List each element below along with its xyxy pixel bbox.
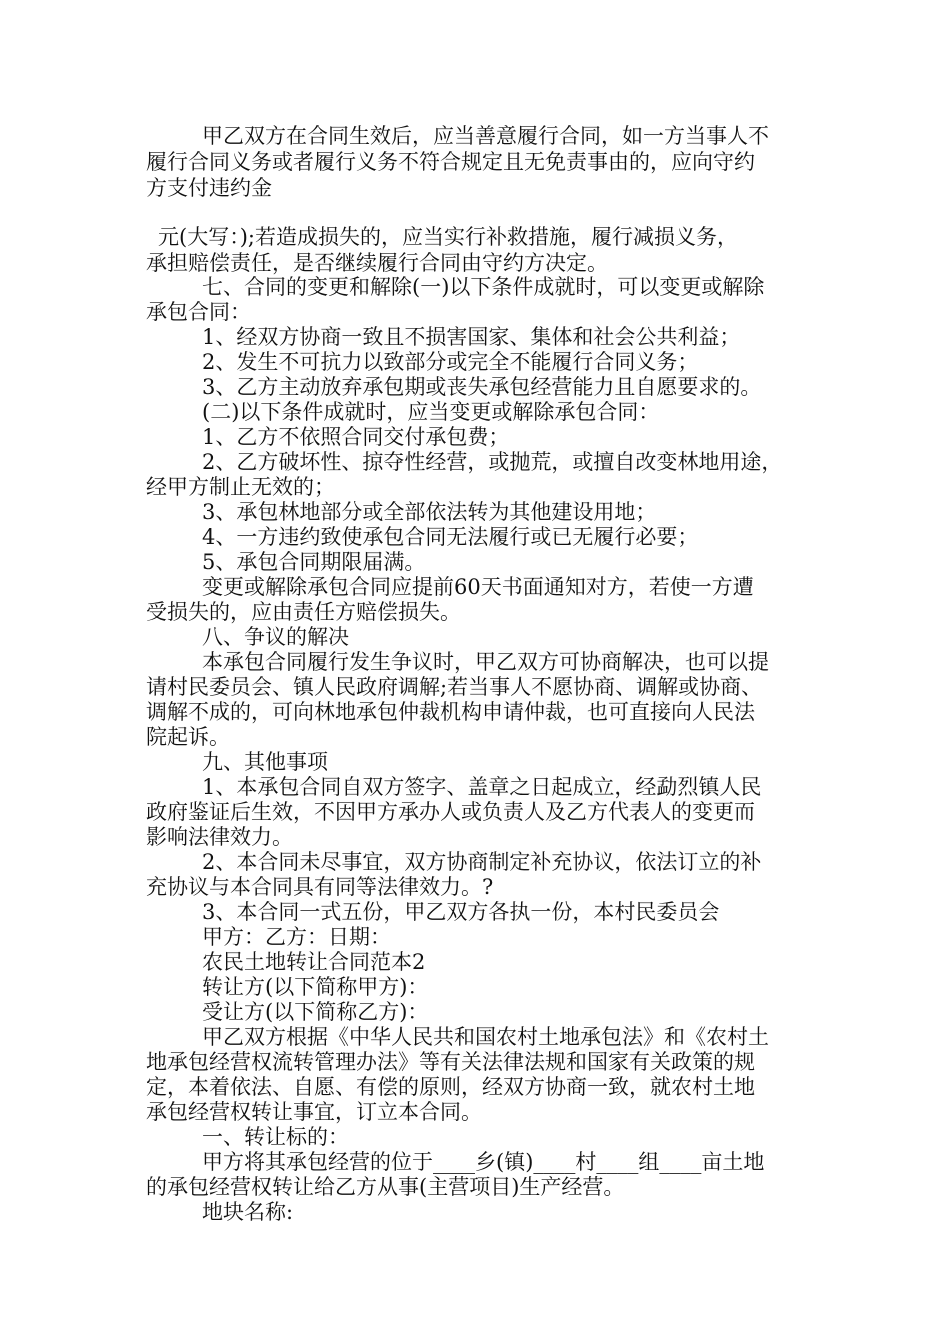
- text-line: 方支付违约金: [146, 176, 272, 200]
- signature-line: 甲方：乙方：日期：: [202, 925, 391, 949]
- text-line: 地承包经营权流转管理办法》等有关法律法规和国家有关政策的规: [146, 1050, 755, 1074]
- text-line: (二)以下条件成就时，应当变更或解除承包合同：: [202, 400, 660, 424]
- text-line: 的承包经营权转让给乙方从事(主营项目)生产经营。: [146, 1175, 625, 1199]
- text-line: 元(大写：);若造成损失的，应当实行补救措施，履行减损义务，: [158, 225, 738, 249]
- list-item: 2、发生不可抗力以致部分或完全不能履行合同义务；: [202, 350, 699, 374]
- text-line: 院起诉。: [146, 725, 230, 749]
- text-line: 甲方将其承包经营的位于____乡(镇)____村____组____亩土地: [202, 1150, 765, 1174]
- list-item: 4、一方违约致使承包合同无法履行或已无履行必要；: [202, 525, 699, 549]
- list-item: 1、本承包合同自双方签字、盖章之日起成立，经勐烈镇人民: [202, 775, 762, 799]
- text-line: 承担赔偿责任，是否继续履行合同由守约方决定。: [146, 251, 608, 275]
- text-line: 履行合同义务或者履行义务不符合规定且无免责事由的，应向守约: [146, 150, 755, 174]
- list-item: 1、经双方协商一致且不损害国家、集体和社会公共利益；: [202, 325, 741, 349]
- list-item: 3、承包林地部分或全部依法转为其他建设用地；: [202, 500, 657, 524]
- text-line: 定，本着依法、自愿、有偿的原则，经双方协商一致，就农村土地: [146, 1075, 755, 1099]
- party-line: 受让方(以下简称乙方)：: [202, 1000, 429, 1024]
- text-line: 调解不成的，可向林地承包仲裁机构申请仲裁，也可直接向人民法: [146, 700, 755, 724]
- text-line: 甲乙双方根据《中华人民共和国农村土地承包法》和《农村土: [202, 1025, 769, 1049]
- text-line: 变更或解除承包合同应提前60天书面通知对方，若使一方遭: [202, 575, 754, 599]
- list-item: 5、承包合同期限届满。: [202, 550, 426, 574]
- list-item: 3、乙方主动放弃承包期或丧失承包经营能力且自愿要求的。: [202, 375, 762, 399]
- list-item: 2、本合同未尽事宜，双方协商制定补充协议，依法订立的补: [202, 850, 762, 874]
- text-line: 请村民委员会、镇人民政府调解;若当事人不愿协商、调解或协商、: [146, 675, 763, 699]
- list-item: 3、本合同一式五份，甲乙双方各执一份，本村民委员会: [202, 900, 720, 924]
- text-line: 承包合同：: [146, 300, 251, 324]
- list-item: 1、乙方不依照合同交付承包费；: [202, 425, 510, 449]
- text-line: 经甲方制止无效的；: [146, 475, 335, 499]
- document-title: 农民土地转让合同范本2: [202, 950, 426, 974]
- text-line: 影响法律效力。: [146, 825, 293, 849]
- list-item: 2、乙方破坏性、掠夺性经营，或抛荒，或擅自改变林地用途，: [202, 450, 783, 474]
- text-line: 充协议与本合同具有同等法律效力。?: [146, 875, 494, 899]
- text-line: 承包经营权转让事宜，订立本合同。: [146, 1100, 482, 1124]
- section-heading: 一、转让标的：: [202, 1125, 349, 1149]
- section-heading: 七、合同的变更和解除(一)以下条件成就时，可以变更或解除: [202, 275, 765, 299]
- text-line: 受损失的，应由责任方赔偿损失。: [146, 600, 461, 624]
- section-heading: 八、争议的解决: [202, 625, 349, 649]
- text-line: 本承包合同履行发生争议时，甲乙双方可协商解决，也可以提: [202, 650, 769, 674]
- text-line: 政府鉴证后生效，不因甲方承办人或负责人及乙方代表人的变更而: [146, 800, 755, 824]
- section-heading: 九、其他事项: [202, 750, 328, 774]
- text-line: 地块名称:: [202, 1200, 294, 1224]
- text-line: 甲乙双方在合同生效后，应当善意履行合同，如一方当事人不: [202, 124, 769, 148]
- party-line: 转让方(以下简称甲方)：: [202, 975, 429, 999]
